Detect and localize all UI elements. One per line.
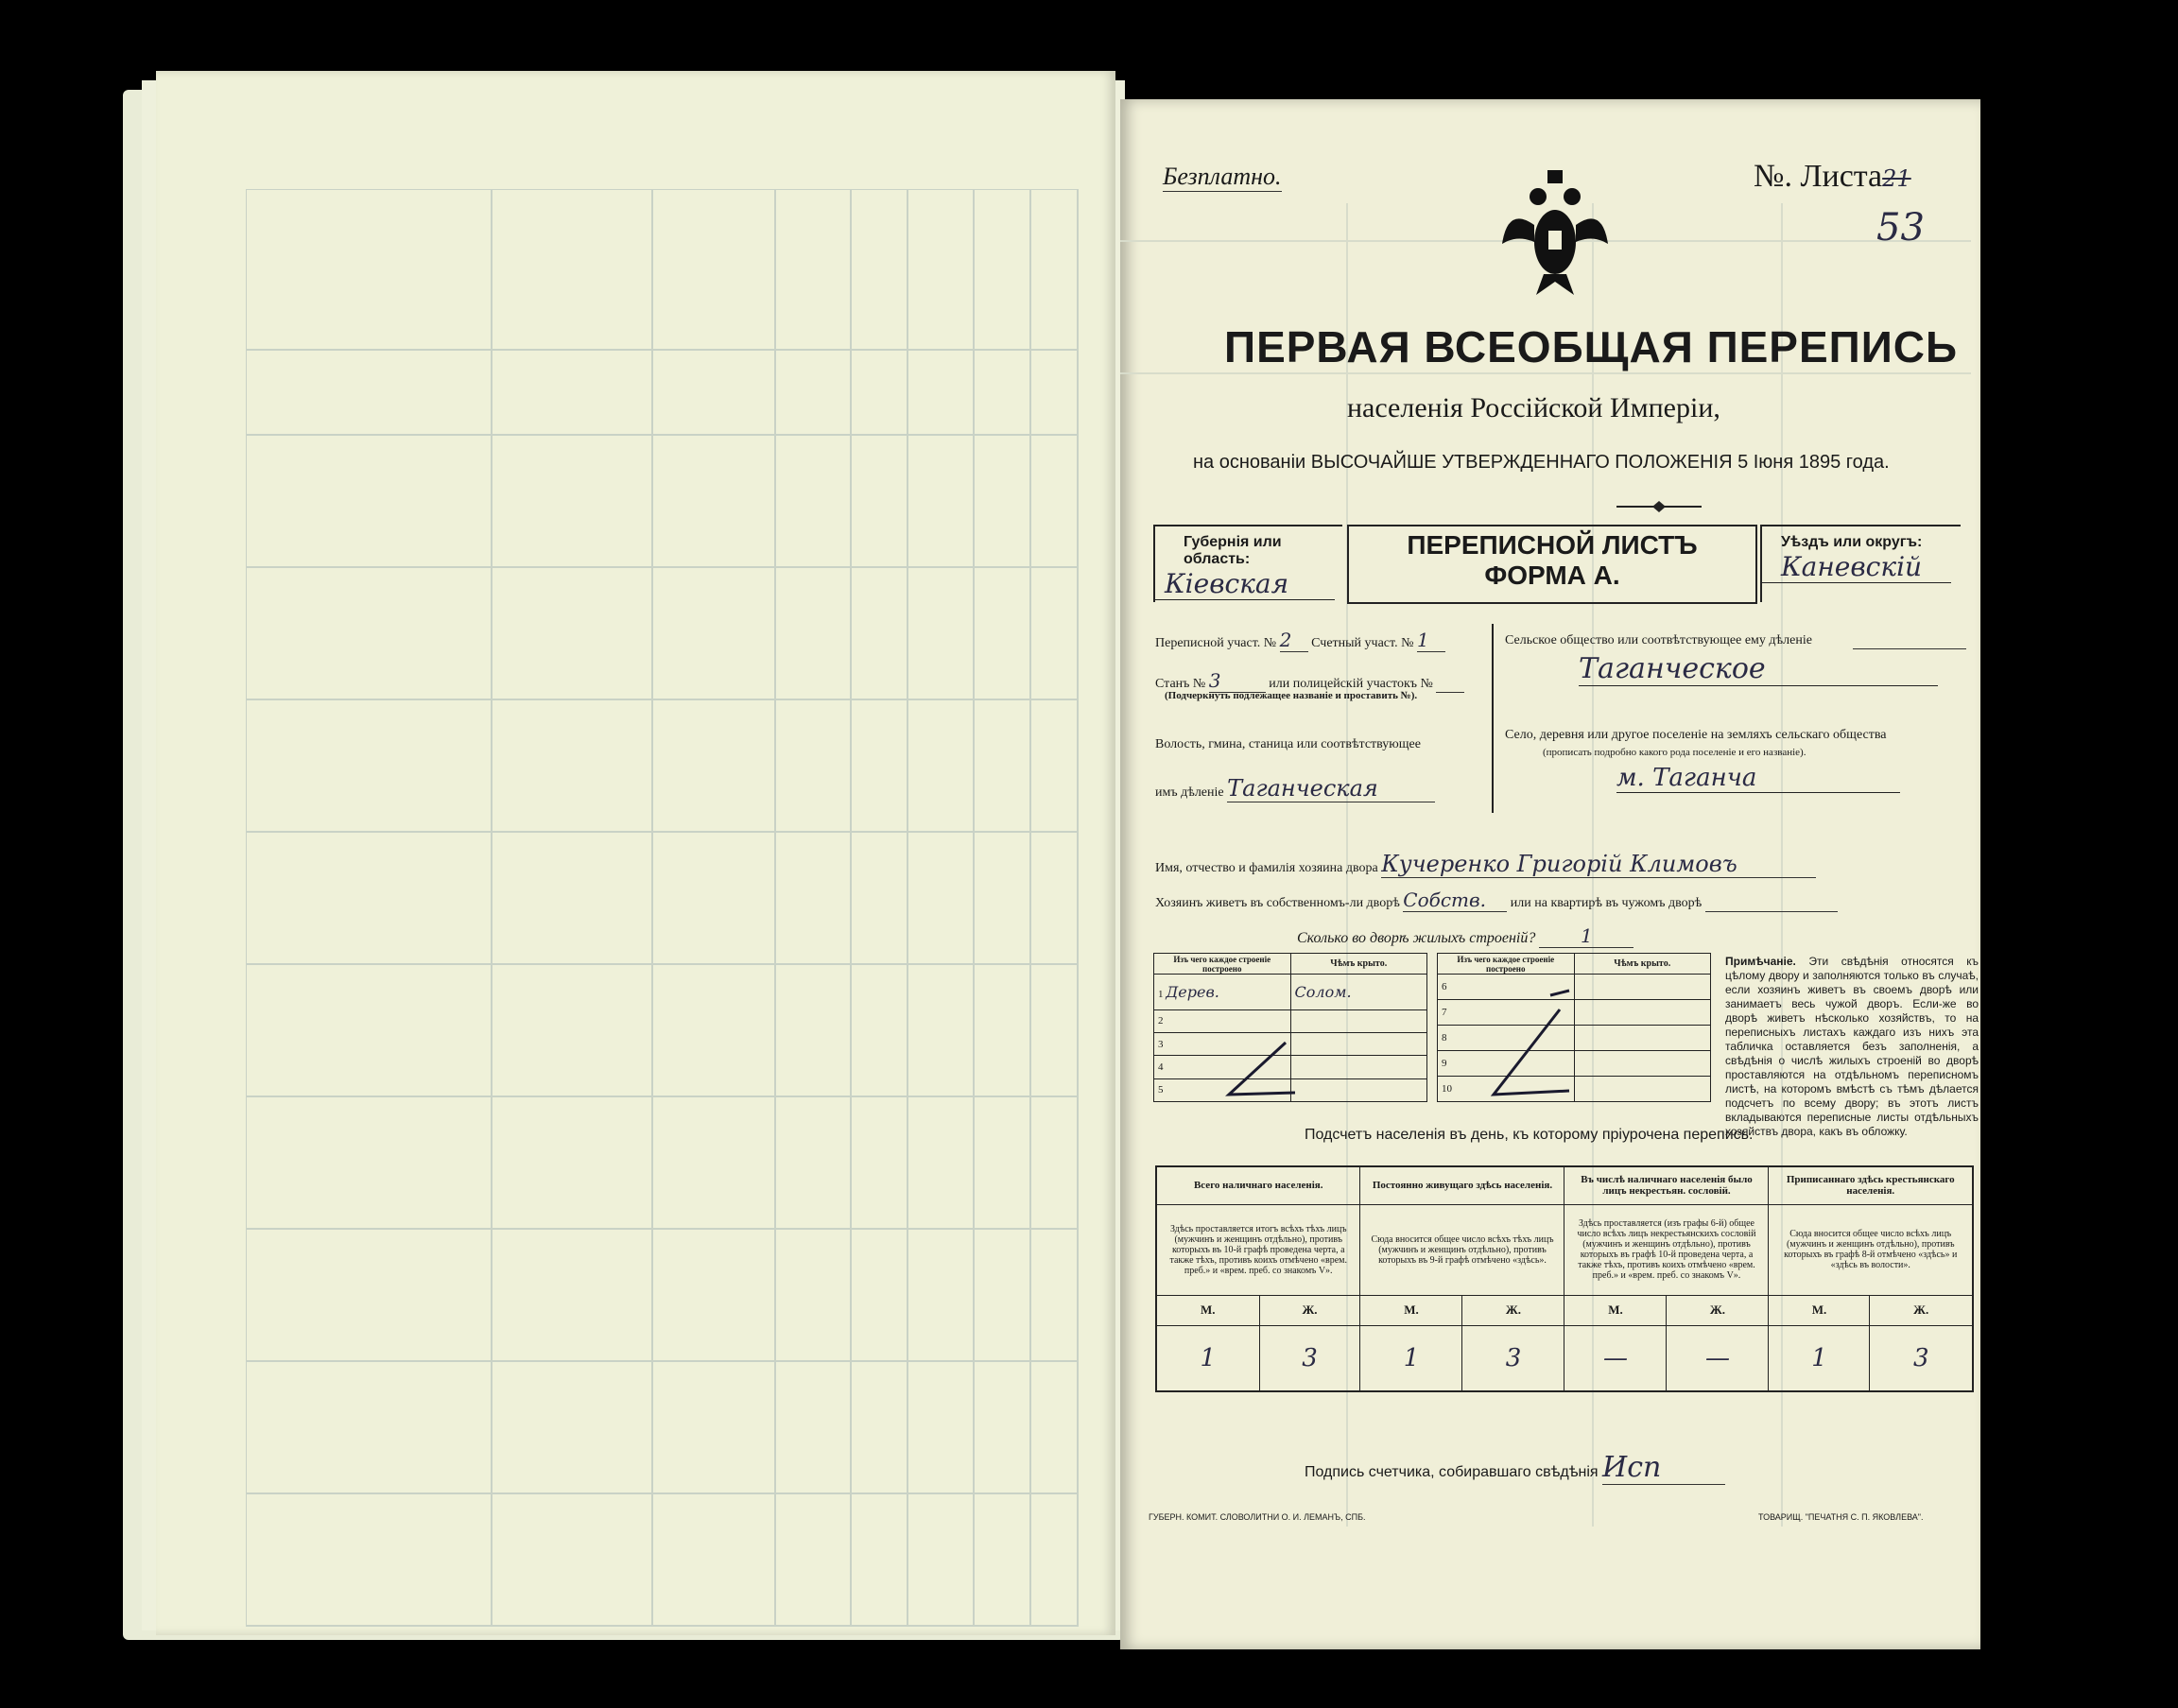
table-row: 3 <box>1154 1032 1427 1055</box>
count-values-row: 1 3 1 3 — — 1 3 <box>1156 1325 1973 1391</box>
uezd-label: Уѣздъ или округъ: <box>1781 534 1923 550</box>
gubernia-value: Кіевская <box>1155 568 1335 600</box>
sheet-number <box>1754 159 1911 195</box>
signature-label: Подпись счетчика, собиравшаго свѣдѣнія <box>1305 1464 1599 1480</box>
count-head-0: Всего наличнаго населенія. <box>1156 1166 1360 1204</box>
volost-row <box>1155 775 1435 802</box>
count-head-1: Постоянно живущаго здѣсь населенія. <box>1360 1166 1564 1204</box>
buildings-head-roof: Чѣмъ крыто. <box>1290 954 1427 975</box>
signature-value: Исп <box>1602 1451 1725 1485</box>
document-basis: на основаніи ВЫСОЧАЙШЕ УТВЕРЖДЕННАГО ПОЛОЖЕНІЯ 5 Іюня 1895 года. <box>1193 452 1890 473</box>
document-subtitle: населенія Россійской Имперіи, <box>1347 392 1720 423</box>
left-page <box>156 71 1115 1635</box>
document-title: ПЕРВАЯ ВСЕОБЩАЯ ПЕРЕПИСЬ <box>1224 322 1959 371</box>
ornament-divider <box>1616 499 1702 514</box>
count-head-2: Въ числѣ наличнаго населенія было лицъ некрестьян. сословій. <box>1564 1166 1769 1204</box>
sheet-number-struck: 21 <box>1882 165 1911 192</box>
buildings-table <box>1153 953 1716 1104</box>
owner-lives-value: Собств. <box>1403 889 1507 912</box>
volost-label2: имъ дѣленіе <box>1155 785 1224 800</box>
buildings-value: 1 <box>1539 924 1634 948</box>
count-head-3: Приписаннаго здѣсь крестьянскаго населенія. <box>1769 1166 1973 1204</box>
count-desc-2: Здѣсь проставляется (изъ графы 6-й) общее число всѣхъ лицъ некрестьянскихъ сословій (мужчинъ и женщинъ отдѣльно), противъ которыхъ въ графѣ 10-й проведена черта, а также тѣхъ, противъ коихъ отмѣчено «врем. преб.» и «врем. преб. со знакомъ V». <box>1564 1204 1769 1295</box>
sheet-title: ПЕРЕПИСНОЙ ЛИСТЪ <box>1407 530 1698 560</box>
perepisnoy-row <box>1155 629 1445 652</box>
society-label: Сельское общество или соотвѣтствующее ему дѣленіе <box>1505 633 1812 647</box>
sheet-title-box <box>1347 525 1757 604</box>
table-row: 8 <box>1438 1026 1711 1051</box>
volost-label: Волость, гмина, станица или соотвѣтствующее <box>1155 737 1421 751</box>
signature-row <box>1305 1451 1725 1485</box>
imprint-right: ТОВАРИЩ. "ПЕЧАТНЯ С. П. ЯКОВЛЕВА". <box>1758 1512 1924 1522</box>
perepisnoy-value: 2 <box>1280 629 1308 652</box>
buildings-head-roof-2: Чѣмъ крыто. <box>1574 954 1711 975</box>
owner-name-label: Имя, отчество и фамилія хозяина двора <box>1155 861 1378 875</box>
table-row: 1 Дерев. Солом. <box>1154 975 1427 1010</box>
stan-label: Станъ № <box>1155 677 1206 691</box>
society-label-line <box>1853 633 1966 649</box>
section-divider <box>1492 624 1494 813</box>
gubernia-label: Губернія или область: <box>1184 534 1282 567</box>
table-row: 2 <box>1154 1009 1427 1032</box>
sheet-number-handwritten: 53 <box>1876 206 1925 250</box>
population-count-table: Всего наличнаго населенія. Постоянно живущаго здѣсь населенія. Въ числѣ наличнаго населенія было лицъ некрестьян. сословій. Приписаннаго здѣсь крестьянскаго населенія. Здѣсь проставляется итогъ всѣхъ тѣхъ лицъ (мужчинъ и женщинъ отдѣльно), противъ которыхъ въ 10-й графѣ проведена черта, а также тѣхъ, противъ коихъ отмѣчено «врем. преб.» и «врем. преб. со знакомъ V». Сюда вносится общее число всѣхъ тѣхъ лицъ (мужчинъ и женщинъ отдѣльно), противъ которыхъ въ 9-й графѣ отмѣчено «здѣсь». Здѣсь проставляется (изъ графы 6-й) общее число всѣхъ лицъ некрестьянскихъ сословій (мужчинъ и женщинъ отдѣльно), противъ которыхъ въ графѣ 10-й проведена черта, а также тѣхъ, противъ коихъ отмѣчено «врем. преб.» и «врем. преб. со знакомъ V». Сюда вносится общее число всѣхъ лицъ (мужчинъ и женщинъ отдѣльно), противъ которыхъ въ графѣ 8-й отмѣчено «здѣсь» и «здѣсь въ волости». М. Ж. М. Ж. М. Ж. М. Ж. 1 3 1 3 — — 1 3 <box>1155 1165 1974 1392</box>
buildings-head-material: Изъ чего каждое строеніе построено <box>1154 954 1291 975</box>
count-desc-3: Сюда вносится общее число всѣхъ лицъ (мужчинъ и женщинъ отдѣльно), противъ которыхъ въ графѣ 8-й отмѣчено «здѣсь» и «здѣсь въ волости». <box>1769 1204 1973 1295</box>
village-value: м. Таганча <box>1616 764 1900 793</box>
count-title: Подсчетъ населенія въ день, къ которому пріурочена перепись. <box>1305 1127 1754 1143</box>
volost-value: Таганческая <box>1227 775 1435 802</box>
perepisnoy-label: Переписной участ. № <box>1155 636 1277 650</box>
owner-name-value: Кучеренко Григорій Климовъ <box>1381 851 1816 878</box>
owner-name-row <box>1155 851 1816 878</box>
owner-lives-row <box>1155 889 1838 912</box>
society-value: Таганческое <box>1579 652 1938 686</box>
buildings-row <box>1297 924 1634 948</box>
form-header <box>1153 525 1966 600</box>
village-note: (прописать подробно какого рода поселеніе и его названіе). <box>1543 747 1806 758</box>
uezd-value: Каневскій <box>1762 551 1951 583</box>
table-row: 4 <box>1154 1056 1427 1078</box>
count-desc-1: Сюда вносится общее число всѣхъ тѣхъ лицъ (мужчинъ и женщинъ отдѣльно), противъ которыхъ въ 9-й графѣ отмѣчено «здѣсь». <box>1360 1204 1564 1295</box>
table-strike-marks <box>1153 953 1716 1104</box>
table-row: 9 <box>1438 1051 1711 1077</box>
note-text: Эти свѣдѣнія относятся къ цѣлому двору и заполняются только въ случаѣ, если хозяинъ живетъ въ своемъ дворѣ или занимаетъ весь чужой дворъ. Если-же во дворѣ живетъ нѣсколько хозяйствъ, то на переписныхъ листахъ каждаго изъ нихъ эта табличка оставляется безъ заполненія, а свѣдѣнія о числѣ жилыхъ строеній во дворѣ проставляются на отдѣльномъ переписномъ листѣ, на которомъ вмѣстѣ съ тѣмъ дѣлается подсчетъ по всему двору; въ этотъ листъ вкладываются переписные листы отдѣльныхъ хозяйствъ двора, какъ въ обложку. <box>1725 955 1979 1138</box>
note-title: Примѣчаніе. <box>1725 955 1796 968</box>
police-label: или полицейскій участокъ № <box>1269 677 1433 691</box>
uezd-box <box>1760 525 1961 602</box>
village-label: Село, деревня или другое поселеніе на земляхъ сельскаго общества <box>1505 728 1887 742</box>
gubernia-box <box>1153 525 1342 602</box>
stan-value: 3 <box>1209 669 1266 693</box>
buildings-label: Сколько во дворѣ жилыхъ строеній? <box>1297 930 1536 946</box>
table-row: 7 <box>1438 1000 1711 1026</box>
sheet-number-label: №. Листа <box>1754 159 1883 194</box>
buildings-head-material-2: Изъ чего каждое строеніе построено <box>1438 954 1575 975</box>
count-desc-0: Здѣсь проставляется итогъ всѣхъ тѣхъ лицъ (мужчинъ и женщинъ отдѣльно), противъ которыхъ въ 10-й графѣ проведена черта, а также тѣхъ, противъ коихъ отмѣчено «врем. преб.» и «врем. преб. со знакомъ V». <box>1156 1204 1360 1295</box>
free-label: Безплатно. <box>1163 163 1282 190</box>
schetny-label: Счетный участ. № <box>1311 636 1414 650</box>
table-row: 5 <box>1154 1078 1427 1101</box>
underline-note: (Подчеркнуть подлежащее названіе и проставить №). <box>1165 690 1418 701</box>
note-block <box>1725 955 1979 1139</box>
form-name: ФОРМА А. <box>1484 561 1620 590</box>
imprint-left: ГУБЕРН. КОМИТ. СЛОВОЛИТНИ О. И. ЛЕМАНЪ, СПБ. <box>1149 1512 1366 1522</box>
owner-lives-label: Хозяинъ живетъ въ собственномъ-ли дворѣ <box>1155 896 1400 910</box>
double-headed-eagle-emblem <box>1498 168 1612 301</box>
table-row: 10 <box>1438 1077 1711 1102</box>
left-page-bleed-grid <box>246 189 1097 1635</box>
table-row: 6 <box>1438 975 1711 1000</box>
owner-or-label: или на квартирѣ въ чужомъ дворѣ <box>1510 896 1703 910</box>
schetny-value: 1 <box>1417 629 1445 652</box>
